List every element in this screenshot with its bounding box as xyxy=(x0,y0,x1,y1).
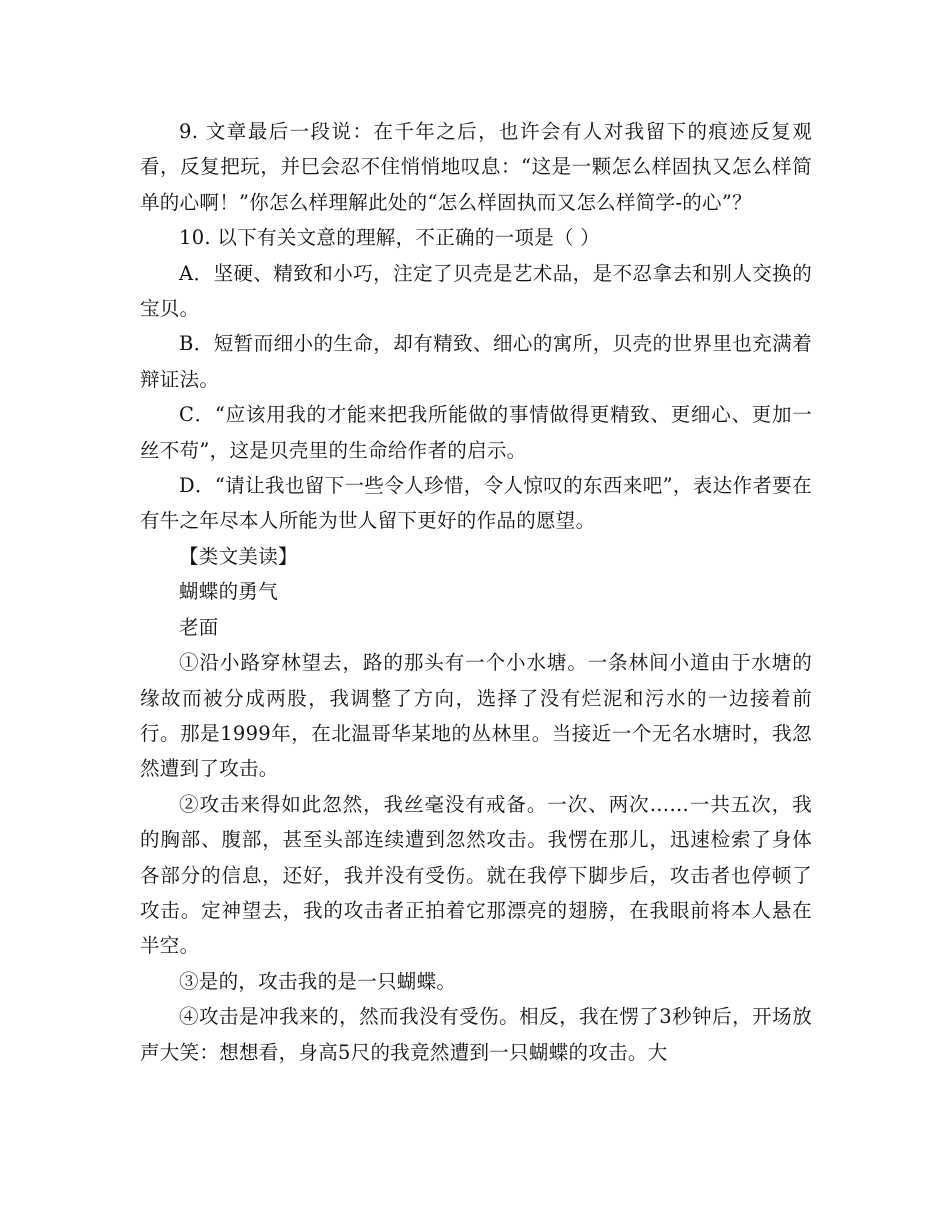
article-paragraph-2: ②攻击来得如此忽然，我丝毫没有戒备。一次、两次……一共五次，我的胸部、腹部，甚至头部连续遭到忽然攻击。我愣在那儿，迅速检索了身体各部分的信息，还好，我并没有受伤。就在我停下脚步后，攻击者也停顿了攻击。定神望去，我的攻击者正拍着它那漂亮的翅膀，在我眼前将本人悬在半空。 xyxy=(140,792,812,958)
option-c: C．“应该用我的才能来把我所能做的事情做得更精致、更细心、更加一丝不苟”，这是贝壳里的生命给作者的启示。 xyxy=(140,403,812,462)
article-paragraph-3: ③是的，攻击我的是一只蝴蝶。 xyxy=(179,969,457,993)
article-paragraph-1: ①沿小路穿林望去，路的那头有一个小水塘。一条林间小道由于水塘的缘故而被分成两股，我调整了方向，选择了没有烂泥和污水的一边接着前行。那是1999年，在北温哥华某地的丛林里。当接近一个无名水塘时，我忽然遭到了攻击。 xyxy=(140,651,812,781)
option-b: B．短暂而细小的生命，却有精致、细心的寓所，贝壳的世界里也充满着辩证法。 xyxy=(140,332,812,391)
option-d: D．“请让我也留下一些令人珍惜，令人惊叹的东西来吧”，表达作者要在有牛之年尽本人所能为世人留下更好的作品的愿望。 xyxy=(140,474,812,533)
article-title: 蝴蝶的勇气 xyxy=(179,580,279,604)
option-a: A．坚硬、精致和小巧，注定了贝壳是艺术品，是不忍拿去和别人交换的宝贝。 xyxy=(140,261,812,321)
article-paragraph-4: ④攻击是冲我来的，然而我没有受伤。相反，我在愣了3秒钟后，开场放声大笑：想想看，身高5尺的我竟然遭到一只蝴蝶的攻击。大 xyxy=(140,1005,812,1064)
section-heading: 【类文美读】 xyxy=(179,544,298,568)
question-10: 10. 以下有关文意的理解，不正确的一项是（ ） xyxy=(179,226,601,250)
article-author: 老面 xyxy=(179,615,219,639)
question-9: 9. 文章最后一段说：在千年之后，也许会有人对我留下的痕迹反复观看，反复把玩，并巳会忍不住悄悄地叹息：“这是一颗怎么样固执又怎么样简单的心啊！”你怎么样理解此处的“怎么样固执而又怎么样简学-的心”？ xyxy=(140,120,812,214)
document-page xyxy=(140,114,812,1070)
